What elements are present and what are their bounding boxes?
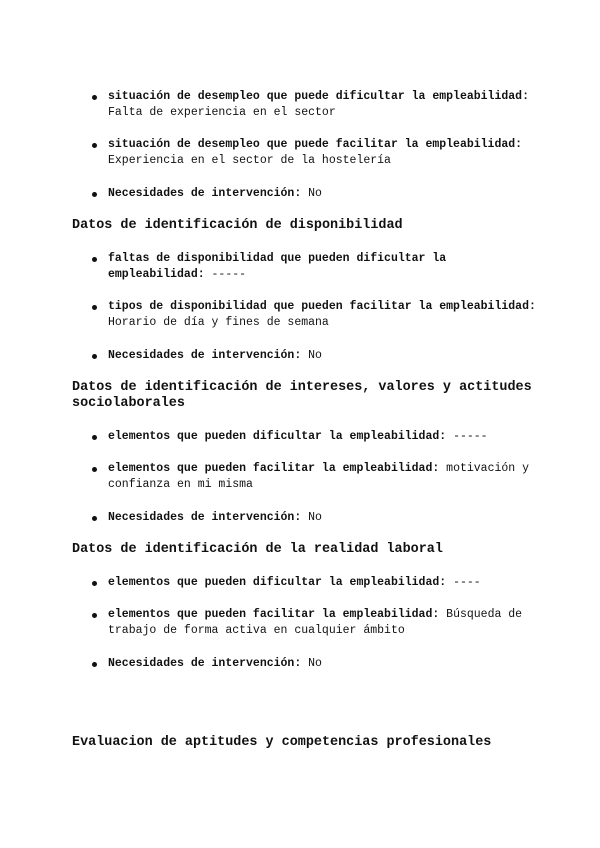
list-item bbox=[108, 89, 538, 121]
list-item bbox=[108, 656, 538, 672]
item-value: No bbox=[308, 187, 322, 200]
item-label: elementos que pueden facilitar la empleabilidad: bbox=[108, 608, 440, 621]
list-item bbox=[108, 461, 538, 493]
item-label: tipos de disponibilidad que pueden facilitar la empleabilidad: bbox=[108, 300, 536, 313]
item-label: elementos que pueden facilitar la empleabilidad: bbox=[108, 462, 440, 475]
item-label: elementos que pueden dificultar la empleabilidad: bbox=[108, 576, 447, 589]
item-label: situación de desempleo que puede facilitar la empleabilidad: bbox=[108, 138, 523, 151]
list-item bbox=[108, 299, 538, 331]
section-heading-evaluacion: Evaluacion de aptitudes y competencias profesionales bbox=[72, 735, 492, 750]
section-heading-realidad-laboral: Datos de identificación de la realidad laboral bbox=[72, 542, 443, 557]
item-value: ---- bbox=[453, 576, 481, 589]
list-item bbox=[108, 575, 538, 591]
section-heading-intereses: Datos de identificación de intereses, valores y actitudes sociolaborales bbox=[72, 380, 532, 411]
item-label: elementos que pueden dificultar la empleabilidad: bbox=[108, 430, 447, 443]
list-item bbox=[108, 348, 538, 364]
item-value: No bbox=[308, 349, 322, 362]
item-label: situación de desempleo que puede dificultar la empleabilidad: bbox=[108, 90, 529, 103]
list-item bbox=[108, 137, 538, 169]
item-value: ----- bbox=[453, 430, 488, 443]
item-value: Experiencia en el sector de la hostelería bbox=[108, 154, 391, 167]
item-label: faltas de disponibilidad que pueden dificultar la empleabilidad: bbox=[108, 252, 447, 281]
item-value: Búsqueda de trabajo de forma activa en cualquier ámbito bbox=[108, 608, 523, 637]
item-value: Horario de día y fines de semana bbox=[108, 316, 329, 329]
list-item bbox=[108, 429, 538, 445]
item-label: Necesidades de intervención: bbox=[108, 187, 302, 200]
item-value: No bbox=[308, 657, 322, 670]
item-value: Falta de experiencia en el sector bbox=[108, 106, 336, 119]
item-value: motivación y confianza en mi misma bbox=[108, 462, 529, 491]
list-item bbox=[108, 251, 538, 283]
item-label: Necesidades de intervención: bbox=[108, 657, 302, 670]
item-value: ----- bbox=[211, 268, 247, 281]
section-heading-disponibilidad: Datos de identificación de disponibilidad bbox=[72, 218, 403, 233]
list-item bbox=[108, 510, 538, 526]
list-item bbox=[108, 186, 538, 202]
item-label: Necesidades de intervención: bbox=[108, 511, 302, 524]
item-value: No bbox=[308, 511, 322, 524]
item-label: Necesidades de intervención: bbox=[108, 349, 302, 362]
list-item bbox=[108, 607, 538, 639]
